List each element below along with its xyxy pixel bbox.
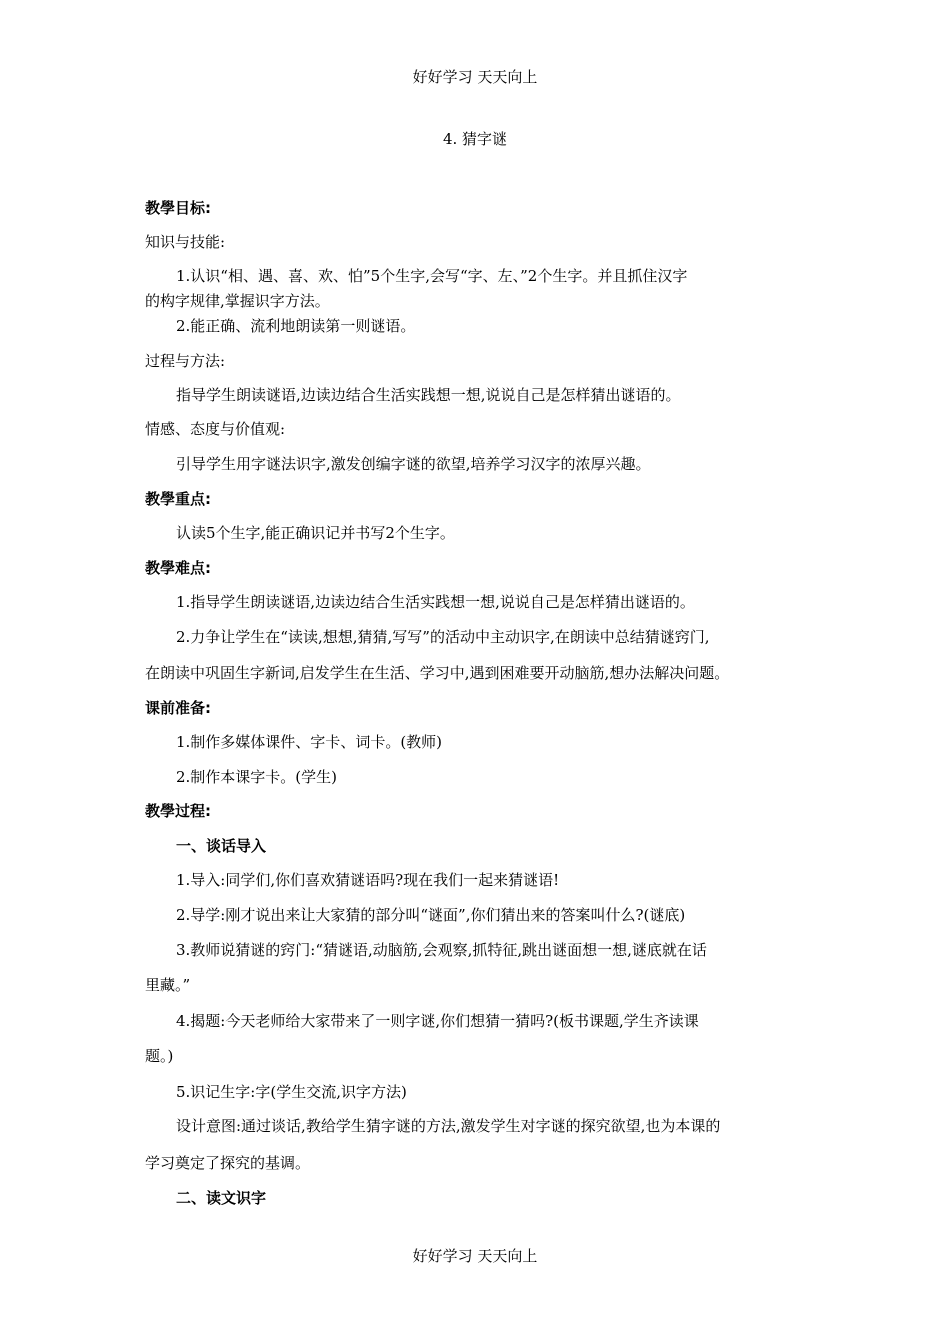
- subsection-heading: 二、读文识字: [176, 1189, 267, 1207]
- paragraph-line: 2.制作本课字卡。(学生): [176, 768, 338, 786]
- page-footer: 好好学习 天天向上: [412, 1247, 538, 1265]
- page-header: 好好学习 天天向上: [412, 68, 538, 86]
- paragraph-line: 学习奠定了探究的基调。: [145, 1154, 311, 1172]
- section-heading: 教學过程:: [145, 802, 211, 820]
- paragraph-line: 1.认识“相、遇、喜、欢、怕”5个生字,会写“字、左、”2个生字。并且抓住汉字: [176, 267, 688, 285]
- paragraph-line: 2.能正确、流利地朗读第一则谜语。: [176, 317, 416, 335]
- paragraph-line: 里藏。”: [145, 976, 191, 994]
- section-heading: 教學重点:: [145, 490, 211, 508]
- paragraph-line: 题。): [145, 1047, 174, 1065]
- paragraph-line: 4.揭题:今天老师给大家带来了一则字谜,你们想猜一猜吗?(板书课题,学生齐读课: [176, 1012, 699, 1030]
- paragraph-line: 3.教师说猜谜的窍门:“猜谜语,动脑筋,会观察,抓特征,跳出谜面想一想,谜底就在话: [176, 941, 707, 959]
- section-heading: 教學难点:: [145, 559, 211, 577]
- subheading: 过程与方法:: [145, 352, 226, 370]
- subsection-heading: 一、谈话导入: [176, 837, 267, 855]
- subheading: 知识与技能:: [145, 233, 226, 251]
- paragraph-line: 引导学生用字谜法识字,激发创编字谜的欲望,培养学习汉字的浓厚兴趣。: [176, 455, 651, 473]
- paragraph-line: 2.导学:刚才说出来让大家猜的部分叫“谜面”,你们猜出来的答案叫什么?(谜底): [176, 906, 686, 924]
- paragraph-line: 1.导入:同学们,你们喜欢猜谜语吗?现在我们一起来猜谜语!: [176, 871, 560, 889]
- paragraph-line: 在朗读中巩固生字新词,启发学生在生活、学习中,遇到困难要开动脑筋,想办法解决问题。: [145, 664, 730, 682]
- paragraph-line: 1.指导学生朗读谜语,边读边结合生活实践想一想,说说自己是怎样猜出谜语的。: [176, 593, 695, 611]
- section-heading: 教學目标:: [145, 199, 211, 217]
- page-title: 4. 猜字谜: [442, 130, 508, 148]
- section-heading: 课前准备:: [145, 699, 211, 717]
- paragraph-line: 2.力争让学生在“读读,想想,猜猜,写写”的活动中主动识字,在朗读中总结猜谜窍门,: [176, 628, 710, 646]
- subheading: 情感、态度与价值观:: [145, 420, 286, 438]
- paragraph-line: 设计意图:通过谈话,教给学生猜字谜的方法,激发学生对字谜的探究欲望,也为本课的: [176, 1117, 721, 1135]
- paragraph-line: 指导学生朗读谜语,边读边结合生活实践想一想,说说自己是怎样猜出谜语的。: [176, 386, 681, 404]
- paragraph-line: 5.识记生字:字(学生交流,识字方法): [176, 1083, 407, 1101]
- paragraph-line: 1.制作多媒体课件、字卡、词卡。(教师): [176, 733, 443, 751]
- paragraph-line: 认读5个生字,能正确识记并书写2个生字。: [176, 524, 455, 542]
- paragraph-line: 的构字规律,掌握识字方法。: [145, 292, 330, 310]
